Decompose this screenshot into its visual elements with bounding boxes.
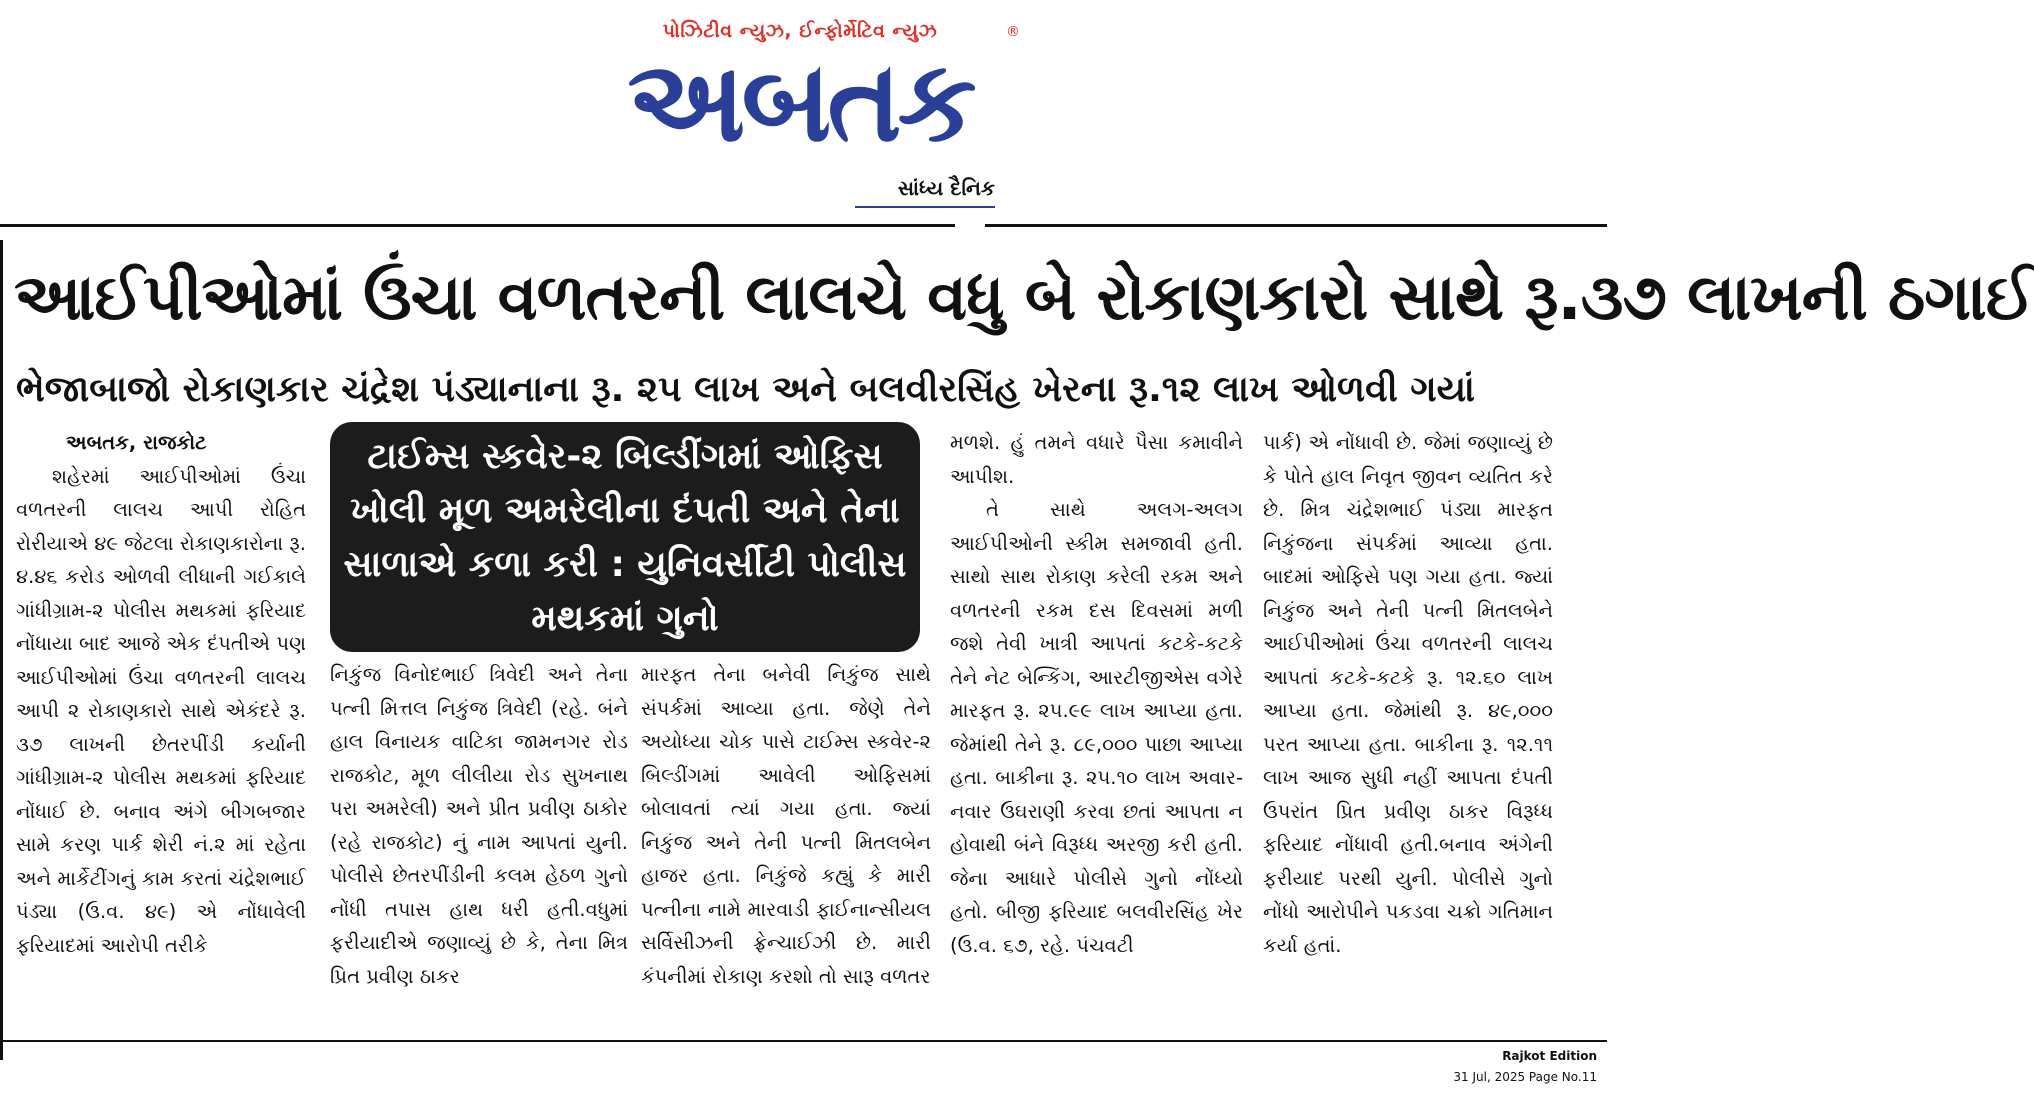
masthead-tagline: પોઝિટીવ ન્યુઝ, ઈન્ફોર્મેટિવ ન્યુઝ — [662, 20, 938, 42]
column-5-text: પાર્ક) એ નોંધાવી છે. જેમાં જણાવ્યું છે કે પોતે હાલ નિવૃત જીવન વ્યતિત કરે છે. મિત્ર ચંદ્રેશભાઈ પંડ્યા મારફત નિકુંજના સંપર્કમાં આવ્યા હતા. બાદમાં ઓફિસે પણ ગયા હતા. જ્યાં નિકુંજ અને તેની પત્ની મિતલબેને આઈપીઓમાં ઉંચા વળતરની લાલચ આપતાં કટકે-કટકે રૂ. ૧૨.૬૦ લાખ આપ્યા હતા. જેમાંથી રૂ. ૪૯,૦૦૦ પરત આપ્યા હતા. બાકીના રૂ. ૧૨.૧૧ લાખ આજ સુધી નહીં આપતા દંપતી ઉપરાંત પ્રિત પ્રવીણ ઠાકર વિરૂધ્ધ ફરિયાદ નોંધાવી હતી.બનાવ અંગેની ફરીયાદ પરથી યુની. પોલીસે ગુનો નોંધો આરોપીને પકડવા ચક્રો ગતિમાન કર્યા હતાં. — [1263, 431, 1553, 957]
top-rule-right — [985, 224, 1607, 227]
article-column-4 — [950, 426, 1243, 962]
edition-label: Rajkot Edition — [1502, 1049, 1597, 1063]
column-3-text: મારફત તેના બનેવી નિકુંજ સાથે સંપર્કમાં આવ્યા હતા. જેણે તેને અયોધ્યા ચોક પાસે ટાઈમ્સ સ્કવેર-૨ બિલ્ડીંગમાં આવેલી ઓફિસમાં બોલાવતાં ત્યાં ગયા હતા. જ્યાં નિકુંજ અને તેની પત્ની મિતલબેન હાજર હતા. નિકુંજે કહ્યું કે મારી પત્નીના નામે મારવાડી ફાઈનાન્સીયલ સર્વિસીઝની ફ્રેન્ચાઈઝી છે. મારી કંપનીમાં રોકાણ કરશો તો સારૂ વળતર — [641, 663, 931, 988]
newspaper-logo: અબતક — [627, 37, 973, 167]
masthead-subtitle: સાંધ્ય દૈનિક — [897, 176, 995, 200]
article-headline: આઈપીઓમાં ઉંચા વળતરની લાલચે વધુ બે રોકાણકારો સાથે રૂ.૩૭ લાખની ઠગાઈ — [14, 261, 2034, 335]
article-dateline: અબતક, રાજકોટ — [66, 431, 207, 454]
column-1-text: શહેરમાં આઈપીઓમાં ઉંચા વળતરની લાલચ આપી રોહિત રોરીયાએ ૪૯ જેટલા રોકાણકારોના રૂ. ૪.૪૬ કરોડ ઓળવી લીધાની ગઈકાલે ગાંધીગ્રામ-૨ પોલીસ મથકમાં ફરિયાદ નોંધાયા બાદ આજે એક દંપતીએ પણ આઈપીઓમાં ઉંચા વળતરની લાલચ આપી ૨ રોકાણકારો સાથે એકંદરે રૂ. ૩૭ લાખની છેતરપીંડી કર્યાની ગાંધીગ્રામ-૨ પોલીસ મથકમાં ફરિયાદ નોંધાઈ છે. બનાવ અંગે બીગબજાર સામે કરણ પાર્ક શેરી નં.૨ માં રહેતા અને માર્કેટીંગનું કામ કરતાં ચંદ્રેશભાઈ પંડ્યા (ઉ.વ. ૪૯) એ નોંધાવેલી ફરિયાદમાં આરોપી તરીકે — [16, 464, 306, 957]
masthead-rule — [855, 206, 995, 208]
article-column-3 — [641, 658, 931, 993]
registered-mark: ® — [1006, 24, 1020, 40]
bottom-rule — [0, 1040, 1607, 1042]
article-subhead: ભેજાબાજો રોકાણકાર ચંદ્રેશ પંડ્યાનાના રૂ. ૨૫ લાખ અને બલવીરસિંહ ખેરના રૂ.૧૨ લાખ ઓળવી ગયાં — [16, 369, 1475, 410]
masthead — [580, 14, 1020, 204]
page-info: 31 Jul, 2025 Page No.11 — [1453, 1070, 1597, 1084]
column-4-text-a: મળશે. હું તમને વધારે પૈસા કમાવીને આપીશ. — [950, 431, 1243, 488]
article-column-1 — [16, 426, 306, 962]
column-4-text-b: તે સાથે અલગ-અલગ આઈપીઓની સ્કીમ સમજાવી હતી. સાથો સાથ રોકાણ કરેલી રકમ અને વળતરની રકમ દસ દિવસમાં મળી જશે તેવી ખાત્રી આપતાં કટકે-કટકે તેને નેટ બેન્કિંગ, આરટીજીએસ વગેરે મારફત રૂ. ૨૫.૯૯ લાખ આપ્યા હતા. જેમાંથી તેને રૂ. ૮૯,૦૦૦ પાછા આપ્યા હતા. બાકીના રૂ. ૨૫.૧૦ લાખ અવાર-નવાર ઉઘરાણી કરવા છતાં આપતા ન હોવાથી બંને વિરૂધ્ધ અરજી કરી હતી. જેના આધારે પોલીસે ગુનો નોંધ્યો હતો. બીજી ફરિયાદ બલવીરસિંહ ખેર (ઉ.વ. ૬૭, રહે. પંચવટી — [950, 498, 1243, 957]
highlight-box: ટાઈમ્સ સ્કવેર-૨ બિલ્ડીંગમાં ઓફિસ ખોલી મૂળ અમરેલીના દંપતી અને તેના સાળાએ કળા કરી : યુનિવર્સીટી પોલીસ મથકમાં ગુનો — [330, 422, 920, 652]
article-column-2 — [330, 658, 628, 993]
article-column-5 — [1263, 426, 1553, 962]
column-2-text: નિકુંજ વિનોદભાઈ ત્રિવેદી અને તેના પત્ની મિત્તલ નિકુંજ ત્રિવેદી (રહે. બંને હાલ વિનાયક વાટિકા જામનગર રોડ રાજકોટ, મૂળ લીલીયા રોડ સુખનાથ પરા અમરેલી) અને પ્રીત પ્રવીણ ઠાકોર (રહે રાજકોટ) નું નામ આપતાં યુની. પોલીસે છેતરપીંડીની કલમ હેઠળ ગુનો નોંધી તપાસ હાથ ધરી હતી.વધુમાં ફરીયાદીએ જણાવ્યું છે કે, તેના મિત્ર પ્રિત પ્રવીણ ઠાકર — [330, 663, 628, 988]
top-rule-left — [0, 224, 955, 227]
frame-left-rule — [0, 240, 3, 1060]
